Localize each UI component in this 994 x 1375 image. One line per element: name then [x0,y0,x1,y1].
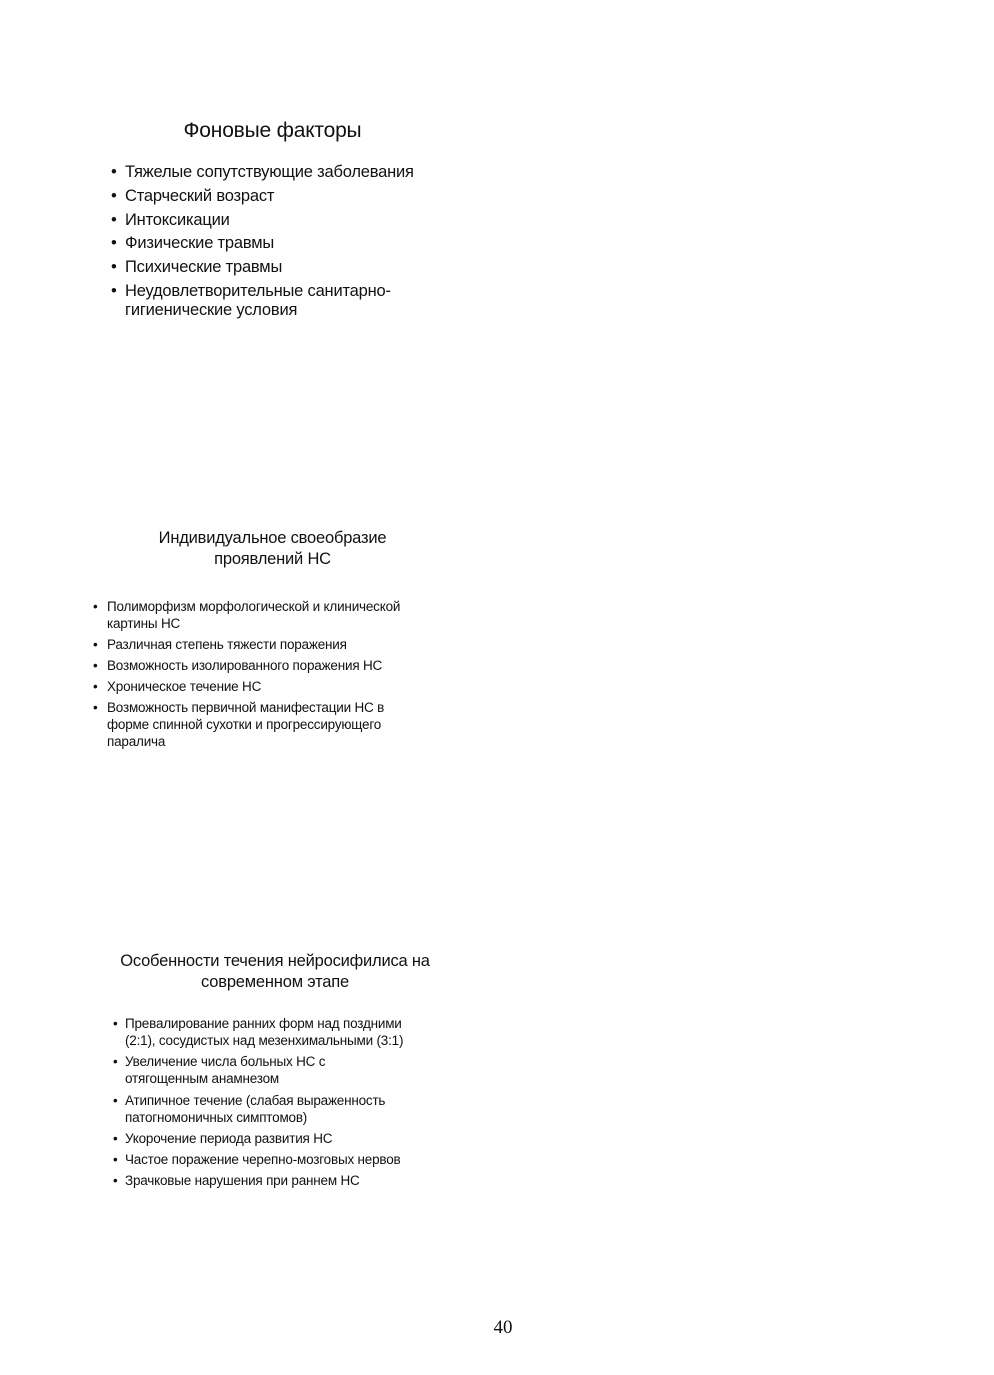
list-item: • Неудовлетворительные санитарно- гигиенические условия [125,282,455,321]
list-item: • Увеличение числа больных НС с отягощенным анамнезом [125,1053,455,1087]
slide-title: Индивидуальное своеобразие проявлений НС [158,529,387,568]
list-item: • Интоксикации [125,211,455,231]
list-item: • Превалирование ранних форм над поздними (2:1), сосудистых над мезенхимальными (3:1) [125,1015,455,1049]
list-item: • Возможность изолированного поражения НС [107,657,447,674]
slide-title: Фоновые факторы [183,119,362,142]
list-item: • Тяжелые сопутствующие заболевания [125,163,455,183]
list-item: • Атипичное течение (слабая выраженность патогномоничных симптомов) [125,1092,455,1126]
slide-title: Особенности течения нейросифилиса на современном этапе [120,952,430,991]
bullet-list [125,163,455,325]
list-item: • Психические травмы [125,258,455,278]
list-item: • Полиморфизм морфологической и клинической картины НС [107,598,447,632]
list-item: • Возможность первичной манифестации НС в форме спинной сухотки и прогрессирующего паралича [107,699,447,750]
list-item: • Различная степень тяжести поражения [107,636,447,653]
list-item: • Частое поражение черепно-мозговых нервов [125,1151,455,1168]
page-number: 40 [493,1317,513,1338]
list-item: • Старческий возраст [125,187,455,207]
bullet-list [125,1015,455,1194]
list-item: • Хроническое течение НС [107,678,447,695]
list-item: • Укорочение периода развития НС [125,1130,455,1147]
bullet-list [107,598,447,754]
list-item: • Зрачковые нарушения при раннем НС [125,1172,455,1189]
list-item: • Физические травмы [125,234,455,254]
